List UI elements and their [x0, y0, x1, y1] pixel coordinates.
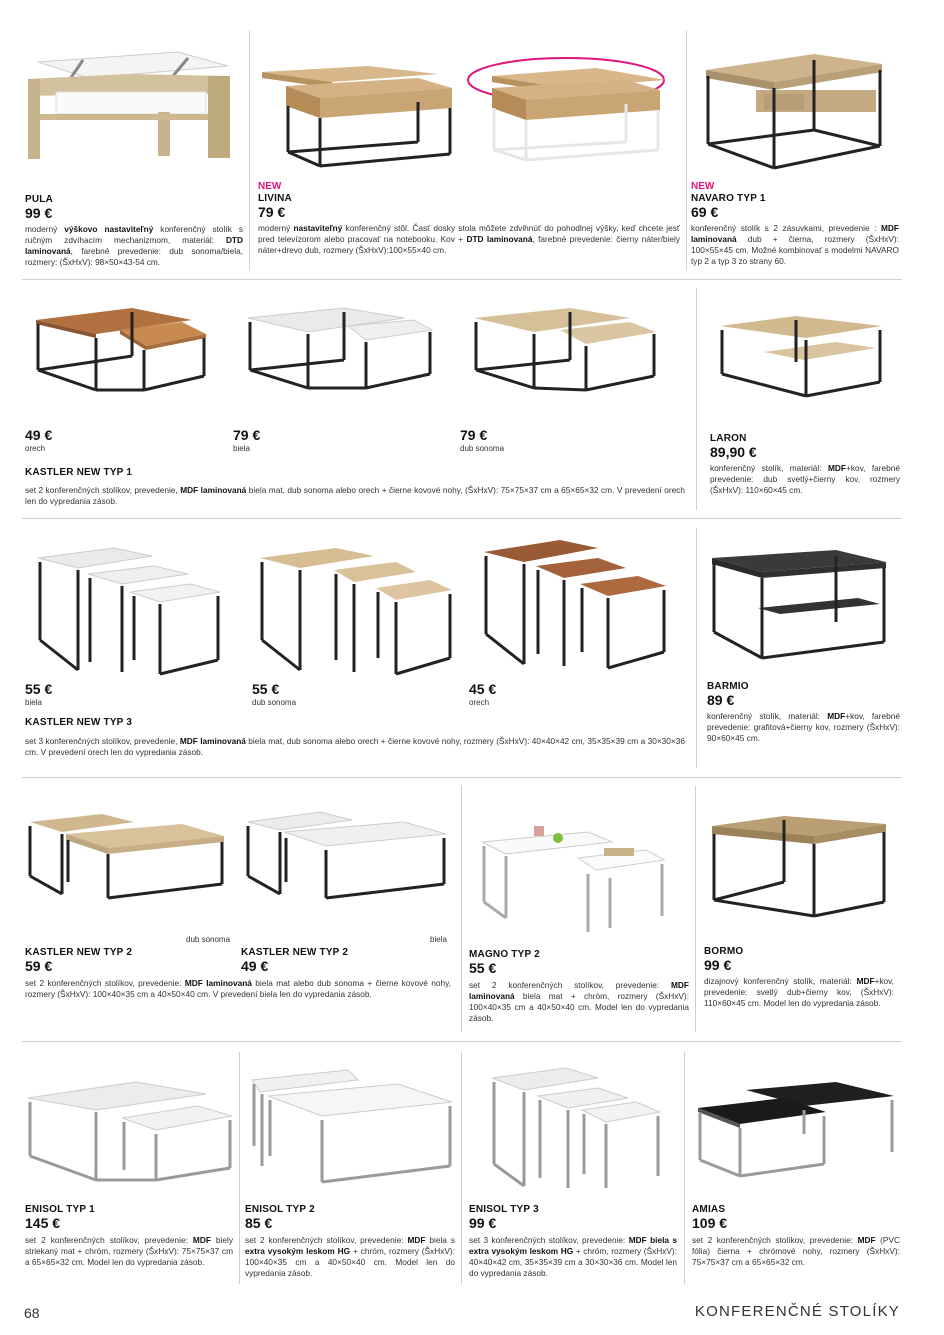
enisol1-name: ENISOL TYP 1 [25, 1204, 95, 1215]
amias-description: set 2 konferenčných stolíkov, prevedenie: MDF (PVC fólia) čierna + chrómové nohy, rozmery (ŠxHxV): 75×75×37 cm a 65×65×32 cm. [692, 1235, 900, 1267]
enisol3-price: 99 € [469, 1215, 497, 1231]
bormo-description: dizajnový konferenčný stolík, materiál: MDF+kov, prevedenie: svetlý dub+čierny kov, (ŠxHxV): 110×60×45 cm. Model len do vypredania zásob. [704, 976, 894, 1008]
kastler2b-name: KASTLER NEW TYP 2 [241, 947, 349, 958]
laron-table-image [716, 312, 886, 402]
kastler2a-label: dub sonoma [186, 935, 231, 944]
bormo-price: 99 € [704, 957, 732, 973]
column-divider [696, 528, 697, 768]
kastler2-dub-image [26, 806, 226, 901]
laron-description: konferenčný stolík, materiál: MDF+kov, farebné prevedenie: dub svetlý+čierny kov, rozmery (ŠxHxV): 110×60×45 cm. [710, 463, 901, 495]
kastler3-orech-image [480, 534, 670, 674]
enisol2-name: ENISOL TYP 2 [245, 1204, 315, 1215]
kastler1-label-orech: orech [25, 444, 46, 453]
kastler2a-name: KASTLER NEW TYP 2 [25, 947, 133, 958]
magno-description: set 2 konferenčných stolíkov, prevedenie: MDF laminovaná biela mat + chróm, rozmery (ŠxHxV): 100×40×35 cm a 40×50×40 cm. Model len do vypredania zásob. [469, 980, 689, 1023]
kastler3-label-orech: orech [469, 698, 490, 707]
pula-table-image [28, 44, 238, 164]
bormo-table-image [708, 812, 888, 922]
enisol1-table-image [26, 1076, 236, 1186]
bormo-name: BORMO [704, 946, 744, 957]
livina-white-image [466, 54, 676, 164]
kastler1-description: set 2 konferenčných stolíkov, prevedenie, MDF laminovaná biela mat, dub sonoma alebo orech + čierne kovové nohy, (ŠxHxV): 75×75×37 cm a 65×65×32 cm. V prevedení orech len do vypredania zásob. [25, 485, 685, 506]
kastler3-description: set 3 konferenčných stolíkov, prevedenie, MDF laminovaná biela mat, dub sonoma alebo orech + čierne kovové nohy, rozmery (ŠxHxV): 40×40×42 cm, 35×35×39 cm a 30×30×36 cm. V prevedení orech len do vypredania zásob. [25, 736, 685, 757]
category-title: KONFERENČNÉ STOLÍKY [694, 1303, 900, 1320]
barmio-table-image [708, 548, 888, 668]
kastler3-label-biela: biela [25, 698, 42, 707]
kastler1-label-biela: biela [233, 444, 250, 453]
enisol2-table-image [248, 1066, 458, 1186]
kastler1-biela-image [244, 300, 434, 400]
kastler2-description: set 2 konferenčných stolíkov, prevedenie: MDF laminovaná biela mat alebo dub sonoma + čierne kovové nohy, rozmery (ŠxHxV): 100×40×35 cm a 40×50×40 cm. V prevedení biela len do vypredania zásob. [25, 978, 451, 999]
kastler3-price-biela: 55 € [25, 681, 53, 697]
livina-black-image [258, 62, 458, 172]
kastler3-name: KASTLER NEW TYP 3 [25, 717, 133, 728]
kastler3-price-orech: 45 € [469, 681, 497, 697]
navaro-description: konferenčný stolík s 2 zásuvkami, prevedenie : MDF laminovaná dub + čierna, rozmery (ŠxHxV): 100×55×45 cm. Možné kombinovať s modelmi NAVARO typ 2 a typ 3 zo strany 60. [691, 223, 899, 266]
kastler1-price-dub: 79 € [460, 427, 488, 443]
column-divider [461, 786, 462, 1032]
barmio-name: BARMIO [707, 681, 749, 692]
column-divider [686, 30, 687, 270]
kastler1-price-biela: 79 € [233, 427, 261, 443]
row-divider [22, 518, 902, 519]
kastler2b-price: 49 € [241, 958, 269, 974]
enisol2-description: set 2 konferenčných stolíkov, prevedenie: MDF biela s extra vysokým leskom HG + chróm, rozmery (ŠxHxV): 100×40×35 cm a 40×50×40 cm. Model len do vypredania zásob. [245, 1235, 455, 1278]
kastler1-name: KASTLER NEW TYP 1 [25, 467, 133, 478]
livina-new-badge: NEW [258, 181, 282, 192]
barmio-price: 89 € [707, 692, 735, 708]
livina-name: LIVINA [258, 193, 292, 204]
livina-description: moderný nastaviteľný konferenčný stôl. Časť dosky stola môžete zdvihnúť do pohodlnej výšky, keď chcete jesť pred televízorom alebo pracovať na notebooku. Kov + DTD laminovaná, farebné prevedenie: čierny náter/biely náter+drevo dub, rozmery (ŠxHxV):100×55×40 cm. [258, 223, 680, 255]
kastler1-orech-image [32, 300, 212, 400]
navaro-name: NAVARO TYP 1 [691, 193, 766, 204]
kastler3-biela-image [34, 540, 224, 680]
row-divider [22, 777, 902, 778]
column-divider [239, 1052, 240, 1284]
kastler2a-price: 59 € [25, 958, 53, 974]
column-divider [684, 1052, 685, 1284]
kastler1-price-orech: 49 € [25, 427, 53, 443]
navaro-new-badge: NEW [691, 181, 715, 192]
amias-name: AMIAS [692, 1204, 726, 1215]
livina-price: 79 € [258, 204, 286, 220]
enisol1-description: set 2 konferenčných stolíkov, prevedenie: MDF biely striekaný mat + chróm, rozmery (ŠxHxV): 75×75×37 cm a 65×65×32 cm. Model len do vypredania zásob. [25, 1235, 233, 1267]
navaro-table-image [704, 50, 884, 175]
navaro-price: 69 € [691, 204, 719, 220]
column-divider [249, 30, 250, 270]
kastler1-label-dub: dub sonoma [460, 444, 505, 453]
laron-name: LARON [710, 433, 747, 444]
enisol2-price: 85 € [245, 1215, 273, 1231]
pula-description: moderný výškovo nastaviteľný konferenčný stolík s ručným zdvíhacím mechanizmom, materiál: DTD laminovaná, farebné prevedenie: dub sonoma/biela, rozmery: (ŠxHxV): 98×50×43-54 cm. [25, 224, 243, 267]
enisol3-name: ENISOL TYP 3 [469, 1204, 539, 1215]
enisol3-table-image [486, 1064, 666, 1194]
column-divider [695, 786, 696, 1032]
magno-name: MAGNO TYP 2 [469, 949, 540, 960]
enisol3-description: set 3 konferenčných stolíkov, prevedenie: MDF biela s extra vysokým leskom HG + chróm, rozmery (ŠxHxV): 40×40×42 cm, 35×35×39 cm a 30×30×36 cm. Model len do vypredania zásob. [469, 1235, 677, 1278]
kastler1-dub-image [470, 300, 660, 400]
laron-price: 89,90 € [710, 444, 757, 460]
column-divider [461, 1052, 462, 1284]
pula-name: PULA [25, 194, 54, 205]
kastler3-price-dub: 55 € [252, 681, 280, 697]
page-number: 68 [24, 1305, 40, 1321]
kastler3-dub-image [256, 540, 456, 680]
row-divider [22, 279, 902, 280]
kastler3-label-dub: dub sonoma [252, 698, 297, 707]
kastler2b-label: biela [430, 935, 447, 944]
amias-table-image [696, 1080, 896, 1180]
amias-price: 109 € [692, 1215, 728, 1231]
magno-table-image [478, 818, 678, 938]
barmio-description: konferenčný stolík, materiál: MDF+kov, farebné prevedenie: grafitová+čierny kov, rozmery (ŠxHxV): 90×60×45 cm. [707, 711, 901, 743]
enisol1-price: 145 € [25, 1215, 61, 1231]
column-divider [696, 288, 697, 510]
pula-price: 99 € [25, 205, 53, 221]
kastler2-biela-image [244, 806, 448, 901]
magno-price: 55 € [469, 960, 497, 976]
row-divider [22, 1041, 902, 1042]
